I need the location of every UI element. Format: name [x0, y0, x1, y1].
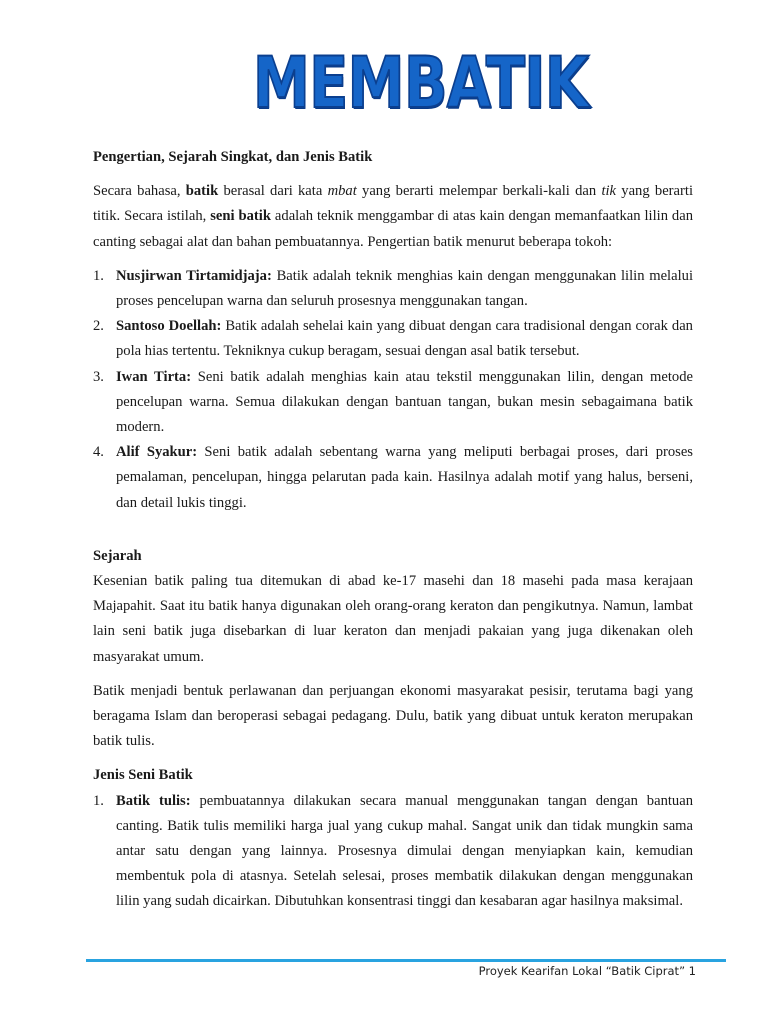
- batik-types-list: [93, 789, 693, 915]
- list-item: [93, 314, 693, 364]
- expert-definition: Seni batik adalah menghias kain atau tekstil menggunakan lilin, dengan metode pencelupan warna. Semua dilakukan dengan bantuan tangan, bukan mesin sebagaimana batik modern.: [116, 368, 693, 436]
- expert-definition: Batik adalah teknik menghias kain dengan menggunakan lilin melalui proses pencelupan warna dan seluruh prosesnya menggunakan tangan.: [116, 267, 693, 310]
- list-item: [93, 440, 693, 516]
- list-number: 1.: [93, 267, 104, 284]
- intro-text-4: yang berarti titik. Secara istilah,: [93, 183, 693, 225]
- list-item-text: [116, 264, 693, 314]
- section-heading-pengertian: Pengertian, Sejarah Singkat, dan Jenis Batik: [93, 149, 373, 165]
- expert-name: Iwan Tirta:: [116, 368, 192, 385]
- expert-name: Santoso Doellah:: [116, 318, 222, 335]
- term-seni-batik: seni batik: [210, 208, 271, 225]
- list-item-text: [116, 314, 693, 364]
- expert-definition: Batik adalah sehelai kain yang dibuat dengan cara tradisional dengan corak dan pola hias tertentu. Tekniknya cukup beragam, sesuai dengan asal batik tersebut.: [116, 318, 693, 360]
- list-number: 1.: [93, 792, 104, 809]
- history-paragraph-2: Batik menjadi bentuk perlawanan dan perjuangan ekonomi masyarakat pesisir, terutama bagi yang beragama Islam dan beroperasi sebagai pedagang. Dulu, batik yang dibuat untuk keraton merupakan batik tulis.: [93, 682, 693, 750]
- expert-definitions-list: [93, 264, 693, 516]
- list-number: 3.: [93, 368, 104, 385]
- term-mbat: mbat: [327, 183, 357, 200]
- list-item: [93, 365, 693, 441]
- page-footer: Proyek Kearifan Lokal “Batik Ciprat” 1: [478, 964, 696, 978]
- footer-divider: [86, 959, 726, 962]
- expert-definition: Seni batik adalah sebentang warna yang meliputi berbagai proses, dari proses pemalaman, pencelupan, hingga pelarutan pada kain. Hasilnya adalah motif yang halus, berseni, dan detail lukis tinggi.: [116, 444, 693, 511]
- section-heading-sejarah: Sejarah: [93, 547, 142, 564]
- document-body: [93, 145, 693, 915]
- list-item-text: [116, 365, 693, 441]
- list-item-text: [116, 440, 693, 516]
- list-number: 4.: [93, 444, 104, 461]
- history-paragraph-1: Kesenian batik paling tua ditemukan di abad ke-17 masehi dan 18 masehi pada masa kerajaan Majapahit. Saat itu batik hanya digunakan oleh orang-orang keraton dan pengikutnya. Namun, lambat lain seni batik juga disebarkan di luar keraton dan menjadi pakaian yang juga dikenakan oleh masyarakat umum.: [93, 573, 693, 665]
- expert-name: Nusjirwan Tirtamidjaja:: [116, 267, 272, 284]
- list-item-text: [116, 789, 693, 915]
- list-number: 2.: [93, 318, 104, 335]
- intro-text-2: berasal dari kata: [218, 183, 328, 200]
- intro-paragraph: [93, 179, 693, 255]
- term-tik: tik: [601, 183, 617, 200]
- batik-type-description: pembuatannya dilakukan secara manual menggunakan tangan dengan bantuan canting. Batik tulis memiliki harga jual yang cukup mahal. Sangat unik dan tidak mungkin sama antar satu dengan yang lainnya. Prosesnya dimulai dengan menyiapkan kain, kemudian membentuk pola di atasnya. Setelah selesai, proses membatik dilakukan dengan menggunakan lilin yang sudah dicairkan. Dibutuhkan konsentrasi tinggi dan kesabaran agar hasilnya maksimal.: [116, 792, 693, 910]
- list-item: [93, 789, 693, 915]
- document-title: MEMBATIK: [253, 42, 589, 124]
- intro-text-5: adalah teknik menggambar di atas kain dengan memanfaatkan lilin dan canting sebagai alat dan bahan pembuatannya. Pengertian batik menurut beberapa tokoh:: [93, 208, 694, 250]
- intro-text-1: Secara bahasa,: [93, 183, 186, 200]
- title-area: [0, 42, 768, 124]
- intro-text-3: yang berarti melempar berkali-kali dan: [356, 183, 602, 200]
- expert-name: Alif Syakur:: [116, 444, 198, 461]
- section-spacer: [93, 516, 693, 544]
- term-batik: batik: [185, 183, 219, 200]
- section-heading-jenis: Jenis Seni Batik: [93, 767, 193, 784]
- batik-type-name: Batik tulis:: [116, 792, 191, 809]
- list-item: [93, 264, 693, 314]
